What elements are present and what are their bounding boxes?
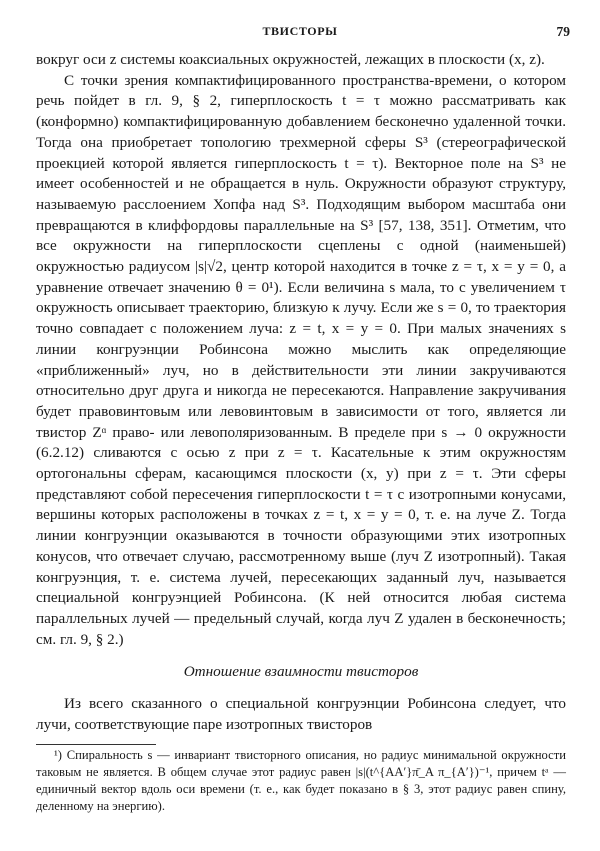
paragraph-1: вокруг оси z системы коаксиальных окружностей, лежащих в плоскости (x, z). <box>36 51 545 68</box>
section-paragraph: Из всего сказанного о специальной конгруэнции Робинсона следует, что лучи, соответствующие паре изотропных твисторов <box>36 695 566 733</box>
footnote <box>36 747 566 815</box>
main-text <box>36 50 566 736</box>
page-number: 79 <box>556 24 570 39</box>
section-title: Отношение взаимности твисторов <box>183 663 419 681</box>
page-header <box>30 24 570 44</box>
paragraph-2: С точки зрения компактифицированного пространства-времени, о котором речь пойдет в гл. 9, § 2, гиперплоскость t = τ можно рассматривать как (конформно) компактифицированную добавлением бесконечно удаленной точки. Тогда она приобретает топологию трехмерной сферы S³ (стереографической проекцией которой является гиперплоскость t = τ). Векторное поле на S³ не имеет особенностей и не обращается в нуль. Окружности образуют структуру, называемую расслоением Хопфа над S³. Подходящим выбором масштаба они превращаются в клиффордовы параллельные на S³ [57, 138, 351]. Отметим, что все окружности на гиперплоскости сцеплены с одной (наименьшей) окружностью радиусом |s|√2, центр которой находится в точке z = τ, x = y = 0, а уравнение отвечает значению θ = 0¹). Если величина s мала, то с увеличением τ окружность описывает траекторию, близкую к лучу. Если же s = 0, то траектория точно совпадает с положением луча: z = t, x = y = 0. При малых значениях s линии конгруэнции Робинсона можно мыслить как определяющие «приближенный» луч, но в действительности эти линии закручиваются относительно друг друга и никогда не пересекаются. Направление закручивания будет правовинтовым или левовинтовым в зависимости от того, является ли твистор Zᵅ право- или левополяризованным. В пределе при s → 0 окружности (6.2.12) сливаются с осью z при z = τ. Касательные к этим окружностям ортогональны сферам, касающимся плоскости (x, y) при z = τ. Эти сферы представляют собой пересечения гиперплоскости t = τ с изотропными конусами, вершины которых расположены в точках z = t, x = y = 0, т. е. на луче Z. Тогда линии конгруэнции оказываются в точности образующими этих изотропных конусов, что отвечает случаю, рассмотренному выше (луч Z изотропный). Такая конгруэнция, т. е. система лучей, пересекающих заданный луч, называется специальной конгруэнцией Робинсона. (К ней относится любая система параллельных лучей — предельный случай, когда луч Z удален в бесконечность; см. гл. 9, § 2.) <box>36 71 566 648</box>
footnote-text: ¹) Спиральность s — инвариант твисторного описания, но радиус минимальной окружности таковым не является. В общем случае этот радиус равен |s|(t^{AA′}π̄_A π_{A′})⁻¹, причем tᵃ — единичный вектор вдоль оси времени (т. е., как будет показано в § 3, этот радиус равен спину, деленному на энергию). <box>36 748 566 813</box>
running-head: ТВИСТОРЫ <box>262 24 338 38</box>
footnote-divider <box>36 744 156 745</box>
